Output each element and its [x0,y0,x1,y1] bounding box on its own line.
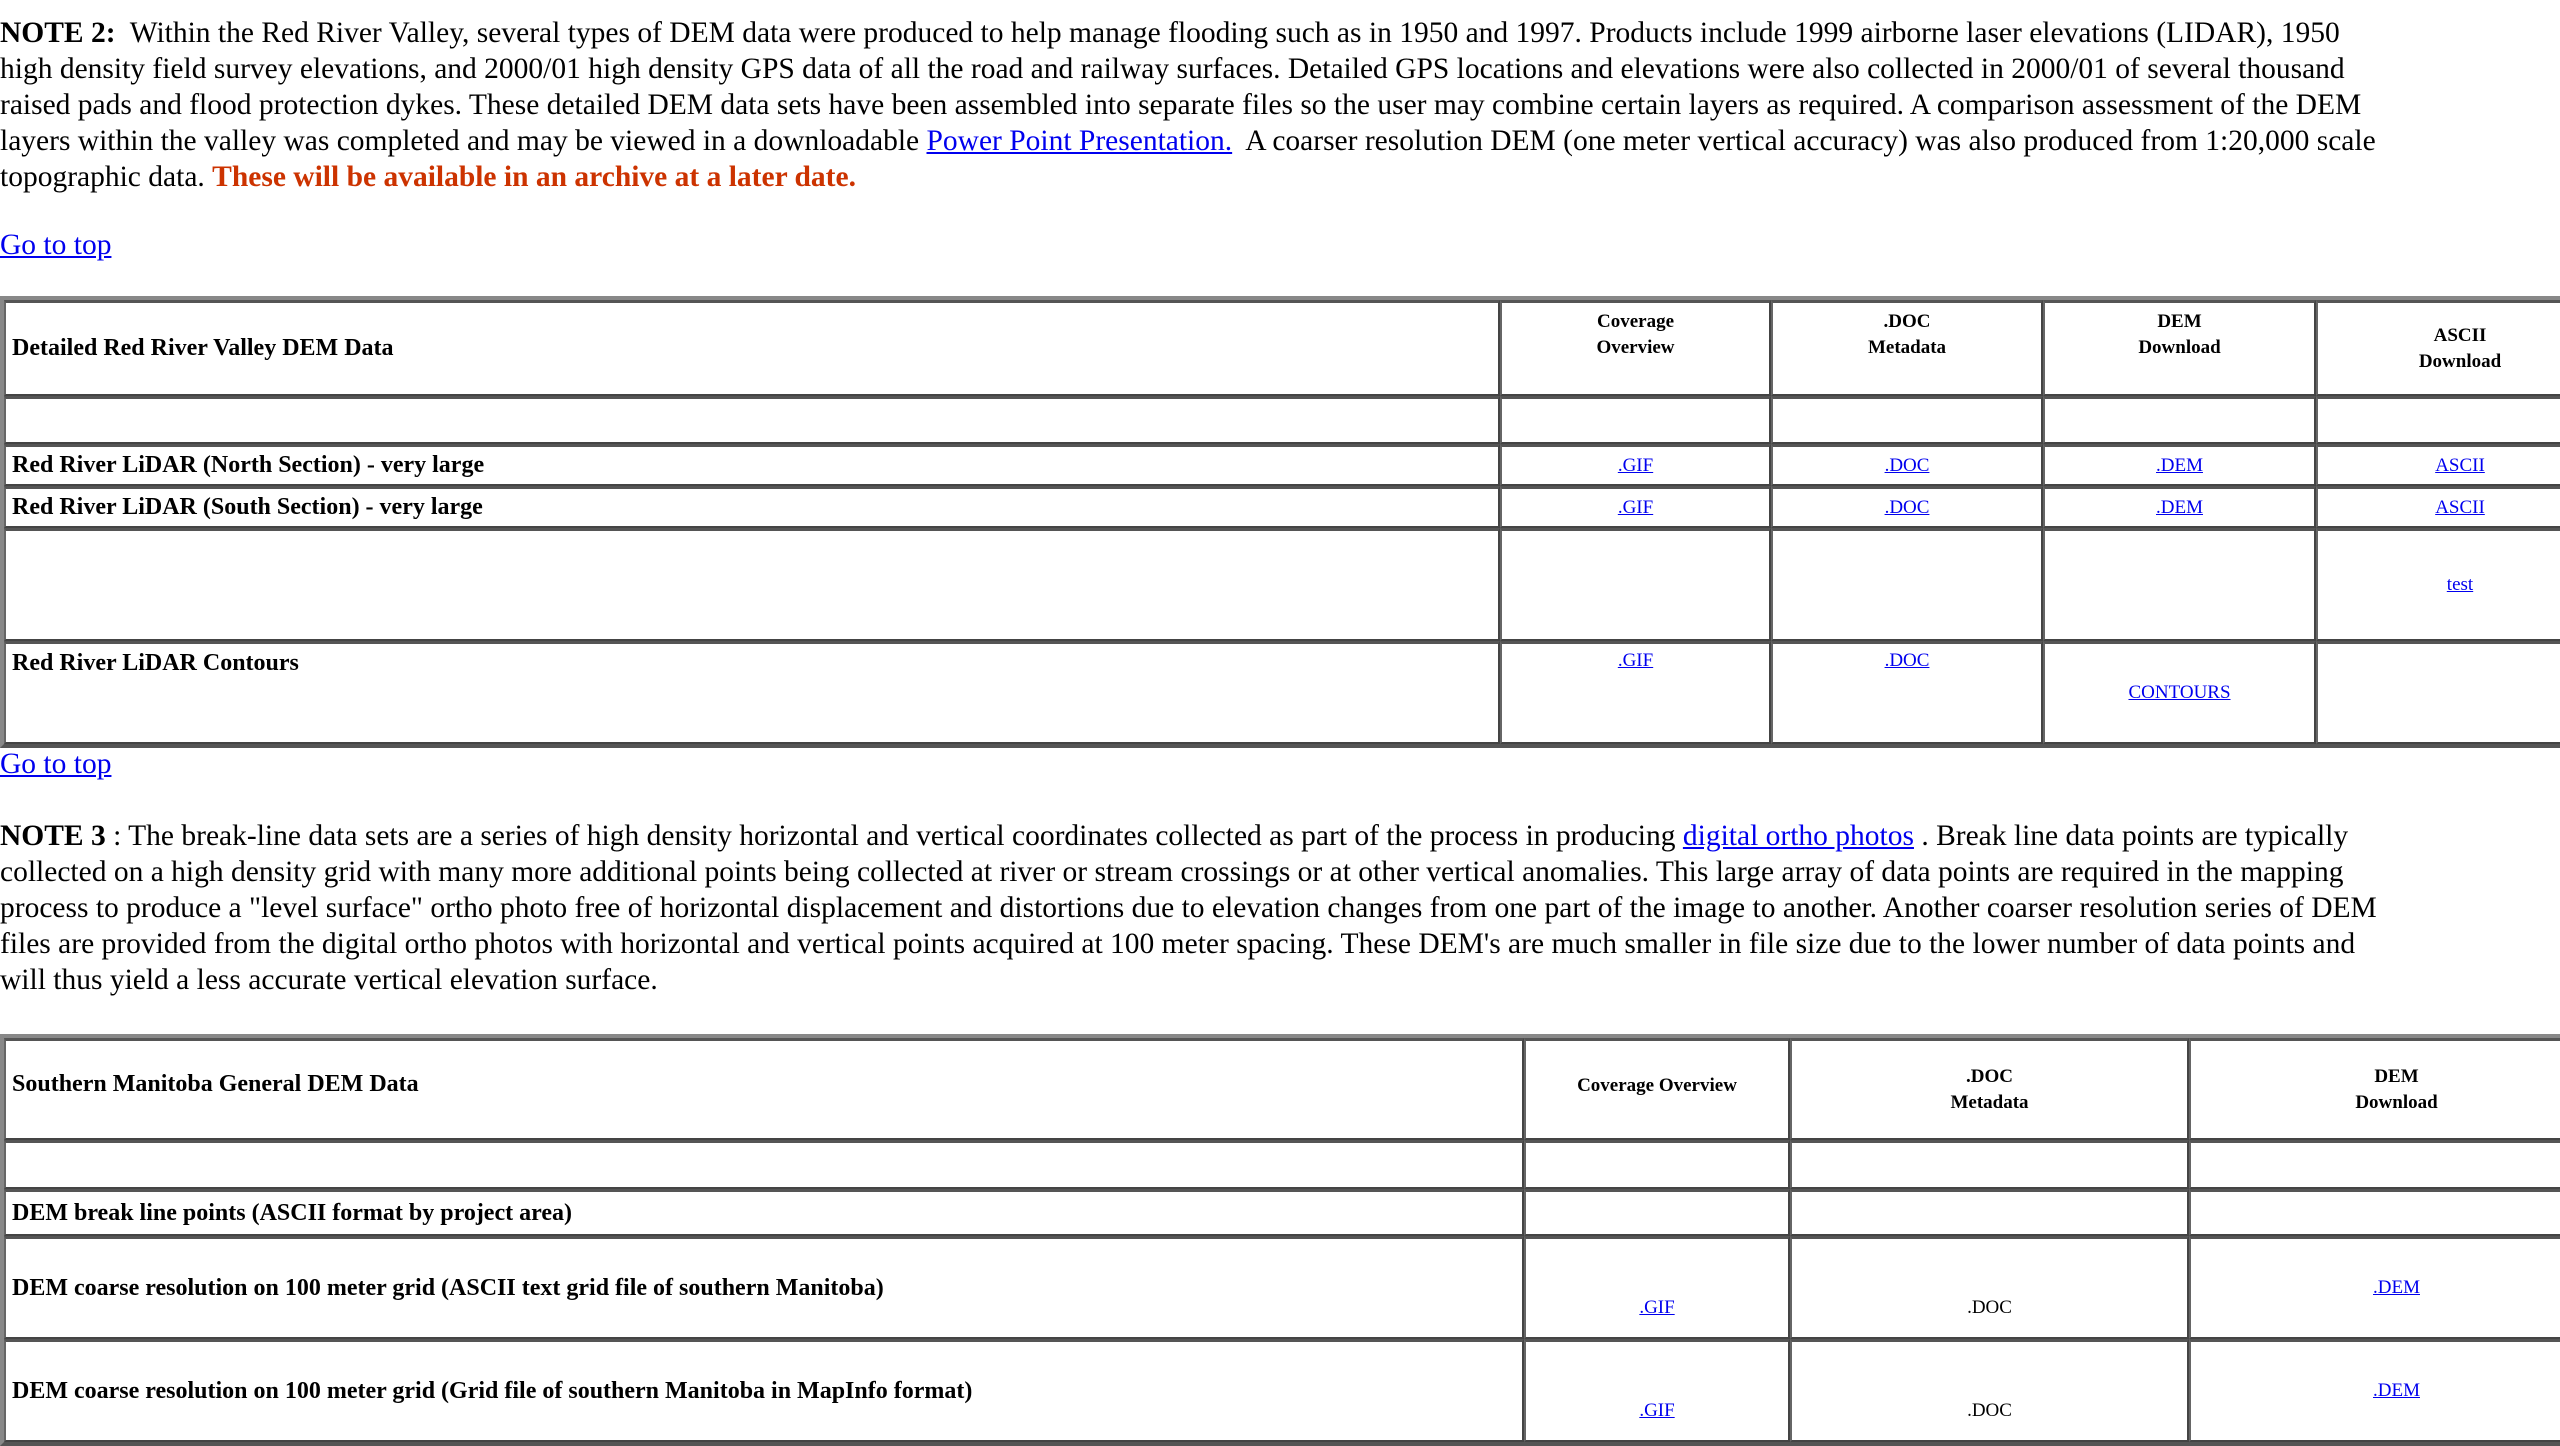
header-coverage: Coverage Overview [1500,300,1771,396]
table-row [4,396,2560,444]
text: high density field survey elevations, and 2000/01 high density GPS data of all the road and railway surfaces. Detailed GPS locations and elevations were also collected in 2000/01 of several thousand [0,53,2345,85]
gif-link[interactable]: .GIF [1617,496,1654,518]
red-river-dem-table [0,296,2560,748]
doc-text: .DOC [1790,1339,2189,1442]
note-3-paragraph [0,818,2560,998]
table-title: Detailed Red River Valley DEM Data [4,300,1500,396]
doc-link[interactable]: .DOC [1884,650,1930,671]
digital-ortho-photos-link[interactable]: digital ortho photos [1682,820,1914,852]
go-to-top-link[interactable]: Go to top [0,748,112,780]
ascii-link[interactable]: ASCII [2435,454,2485,476]
text: collected on a high density grid with many more additional points being collected at river or stream crossings or at other vertical anomalies. This large array of data points are required in the mapping [0,856,2344,888]
table-row [4,1140,2560,1189]
row-label: DEM coarse resolution on 100 meter grid (ASCII text grid file of southern Manitoba) [4,1236,1524,1339]
row-label: Red River LiDAR Contours [4,641,1500,744]
table-title: Southern Manitoba General DEM Data [4,1038,1524,1140]
note-2-label: NOTE 2: [0,17,116,49]
header-dem: DEM Download [2043,300,2316,396]
table-row [4,1339,2560,1442]
southern-manitoba-dem-table [0,1034,2560,1446]
dem-link[interactable]: .DEM [2156,496,2203,518]
text: . Break line data points are typically [1921,820,2349,852]
dem-link[interactable]: .DEM [2373,1380,2420,1401]
test-link[interactable]: test [2446,574,2474,595]
archive-notice: These will be available in an archive at a later date. [212,161,856,193]
header-coverage: Coverage Overview [1524,1038,1790,1140]
table-row [4,1189,2560,1236]
note-3-label: NOTE 3 [0,820,106,852]
text: topographic data. [0,161,205,193]
table-row [4,641,2560,744]
contours-link[interactable]: CONTOURS [2128,682,2231,703]
text: : The break-line data sets are a series of high density horizontal and vertical coordinates collected as part of the process in producing [113,820,1676,852]
dem-link[interactable]: .DEM [2156,454,2203,476]
text: A coarser resolution DEM (one meter vertical accuracy) was also produced from 1:20,000 scale [1245,125,2376,157]
power-point-link[interactable]: Power Point Presentation. [926,125,1233,157]
table-row [4,528,2560,641]
table-row [4,444,2560,486]
doc-link[interactable]: .DOC [1884,454,1930,476]
header-dem: DEM Download [2189,1038,2560,1140]
header-doc: .DOC Metadata [1790,1038,2189,1140]
text: files are provided from the digital ortho photos with horizontal and vertical points acquired at 100 meter spacing. These DEM's are much smaller in file size due to the lower number of data points and [0,928,2356,960]
text: will thus yield a less accurate vertical elevation surface. [0,964,658,996]
gif-link[interactable]: .GIF [1617,454,1654,476]
row-label: Red River LiDAR (North Section) - very large [4,444,1500,486]
table-row [4,486,2560,528]
header-doc: .DOC Metadata [1771,300,2043,396]
doc-link[interactable]: .DOC [1884,496,1930,518]
text: process to produce a "level surface" ortho photo free of horizontal displacement and distortions due to elevation changes from one part of the image to another. Another coarser resolution series of DEM [0,892,2377,924]
ascii-link[interactable]: ASCII [2435,496,2485,518]
table-row [4,1236,2560,1339]
row-label: DEM break line points (ASCII format by project area) [4,1189,1524,1236]
gif-link[interactable]: .GIF [1639,1297,1675,1318]
gif-link[interactable]: .GIF [1639,1400,1675,1421]
text: layers within the valley was completed and may be viewed in a downloadable [0,125,920,157]
text: raised pads and flood protection dykes. These detailed DEM data sets have been assembled into separate files so the user may combine certain layers as required. A comparison assessment of the DEM [0,89,2362,121]
doc-text: .DOC [1790,1236,2189,1339]
text: Within the Red River Valley, several types of DEM data were produced to help manage flooding such as in 1950 and 1997. Products include 1999 airborne laser elevations (LIDAR), 1950 [129,17,2340,49]
header-ascii: ASCII Download [2316,300,2560,396]
note-2-paragraph [0,15,2560,195]
row-label: DEM coarse resolution on 100 meter grid (Grid file of southern Manitoba in MapInfo format) [4,1339,1524,1442]
dem-link[interactable]: .DEM [2373,1277,2420,1298]
gif-link[interactable]: .GIF [1617,650,1654,671]
go-to-top-link[interactable]: Go to top [0,229,112,261]
row-label: Red River LiDAR (South Section) - very large [4,486,1500,528]
